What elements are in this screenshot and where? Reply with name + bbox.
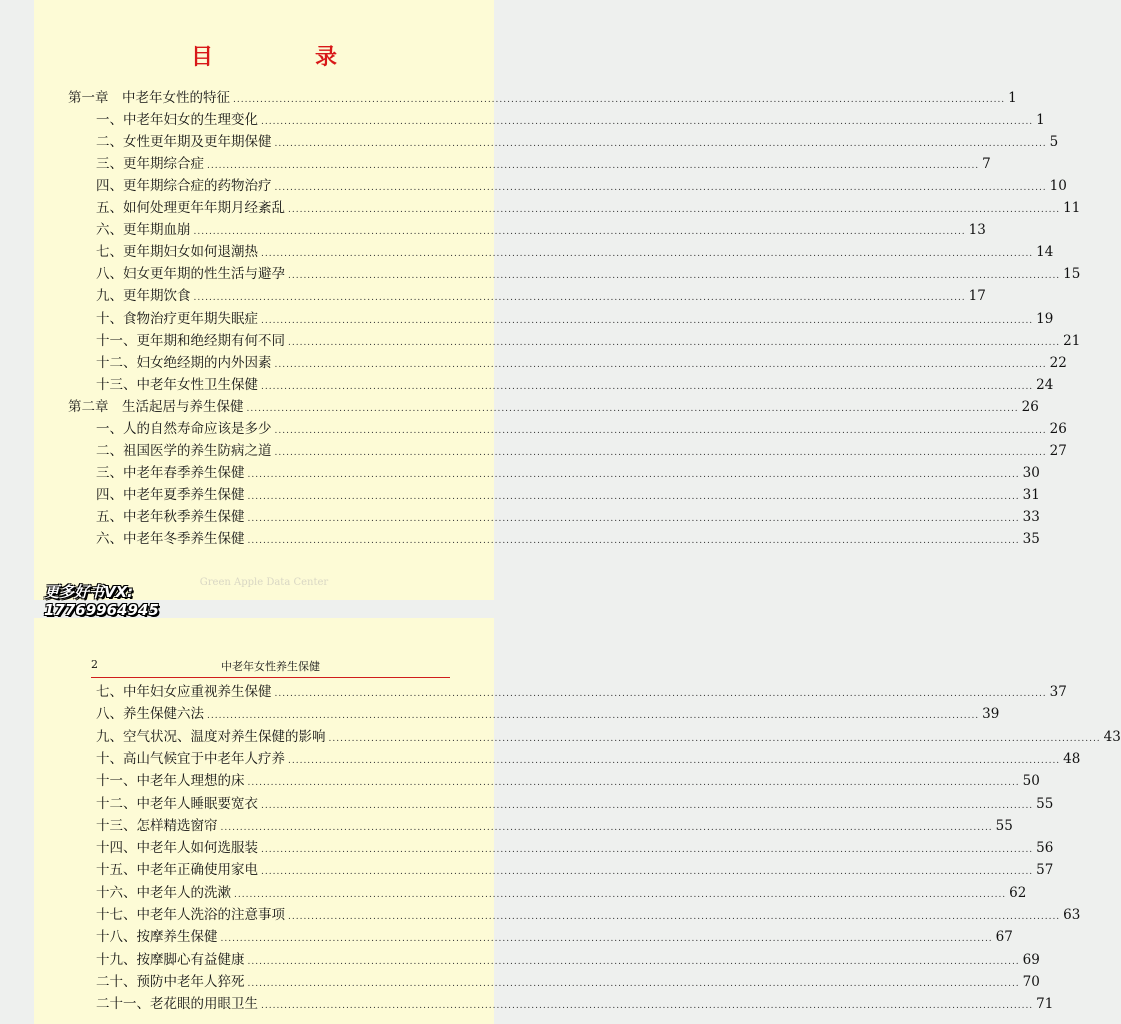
toc-entry-label: 十一、更年期和绝经期有何不同 [96,332,285,349]
toc-page-1 [34,0,1081,600]
toc-entry [96,462,1040,484]
toc-entry-label: 七、更年期妇女如何退潮热 [96,244,258,261]
toc-entry [96,971,1040,993]
dot-leader: ........................................................................................................................................................................................................ [261,1001,1034,1012]
toc-entry-label: 五、如何处理更年年期月经紊乱 [96,200,285,217]
toc-entry-label: 一、中老年妇女的生理变化 [96,112,258,129]
toc-entry [96,506,1040,528]
toc-entry [96,197,1081,219]
dot-leader: ........................................................................................................................................................................................................ [261,117,1034,128]
dot-leader: ........................................................................................................................................................................................................ [274,689,1047,699]
toc-entry [96,153,991,175]
toc-entry [68,396,1039,418]
page-number: 2 [91,658,98,671]
toc-entry [96,815,1013,837]
dot-leader: ........................................................................................................................................................................................................ [207,711,980,722]
toc-entry-label: 二、祖国医学的养生防病之道 [96,442,272,459]
toc-entry [96,926,1013,948]
toc-entry-page: 17 [968,288,986,305]
toc-entry [96,484,1040,506]
toc-entry-label: 十、高山气候宜于中老年人疗养 [96,750,285,767]
toc-entry-page: 57 [1036,862,1054,879]
toc-entry-page: 30 [1022,464,1040,481]
dot-leader: ........................................................................................................................................................................................................ [220,934,993,945]
toc-entry-label: 十二、妇女绝经期的内外因素 [96,354,272,371]
dot-leader: ........................................................................................................................................................................................................ [234,889,1007,900]
toc-entry-label: 十七、中老年人洗浴的注意事项 [96,907,285,923]
toc-entry-label: 六、中老年冬季养生保健 [96,531,245,547]
toc-entry [68,87,1017,109]
toc-entry-label: 八、妇女更年期的性生活与避孕 [96,266,285,283]
toc-entry-label: 三、中老年春季养生保健 [96,464,245,481]
toc-entry-page: 55 [995,817,1013,834]
toc-entry [96,793,1054,815]
dot-leader: ........................................................................................................................................................................................................ [261,800,1034,811]
toc-entry [96,352,1067,374]
toc-entry-label: 十三、中老年女性卫生保健 [96,376,258,393]
toc-entry [96,308,1054,330]
toc-entry-page: 26 [1021,398,1039,415]
toc-page-2 [34,618,1121,1024]
toc-entry-label: 四、中老年夏季养生保健 [96,486,245,503]
toc-entry-page: 69 [1022,951,1040,968]
toc-entry-page: 5 [1049,134,1059,151]
toc-entry-page: 10 [1049,178,1067,195]
promo-stamp-line2: 17769964945 [44,601,159,619]
toc-entry-page: 13 [968,222,986,239]
toc-entry-page: 11 [1063,200,1081,217]
dot-leader: ........................................................................................................................................................................................................ [288,912,1061,922]
promo-stamp [44,583,159,619]
dot-leader: ........................................................................................................................................................................................................ [247,978,1020,989]
toc-entry-page: 70 [1022,973,1040,990]
toc-entry [96,681,1067,703]
dot-leader: ........................................................................................................................................................................................................ [233,95,1006,105]
toc-entry-page: 55 [1036,795,1054,812]
toc-entry-label: 一、人的自然寿命应该是多少 [96,420,272,437]
toc-entry-page: 26 [1049,420,1067,437]
toc-entry-label: 十九、按摩脚心有益健康 [96,951,245,968]
dot-leader: ........................................................................................................................................................................................................ [274,183,1047,194]
dot-leader: ........................................................................................................................................................................................................ [261,867,1034,878]
dot-leader: ........................................................................................................................................................................................................ [274,447,1047,458]
toc-entry-label: 二十一、老花眼的用眼卫生 [96,996,258,1013]
toc-entry [96,219,986,241]
toc-entry-label: 二、女性更年期及更年期保健 [96,134,272,151]
toc-entry-page: 15 [1063,266,1081,283]
toc-entry [96,859,1054,881]
dot-leader: ........................................................................................................................................................................................................ [247,778,1020,789]
dot-leader: ........................................................................................................................................................................................................ [247,536,1020,546]
header-title: 中老年女性养生保健 [221,660,320,673]
toc-entry-label: 第一章 中老年女性的特征 [68,90,230,106]
toc-entry-page: 50 [1022,773,1040,790]
toc-entry [96,440,1067,462]
toc-entry-page: 71 [1036,996,1054,1013]
toc-entry-label: 六、更年期血崩 [96,222,191,239]
dot-leader: ........................................................................................................................................................................................................ [247,469,1020,480]
toc-entry-page: 56 [1036,840,1054,857]
toc-entry-label: 十一、中老年人理想的床 [96,773,245,790]
toc-entry-label: 十、食物治疗更年期失眠症 [96,310,258,327]
toc-entry-page: 35 [1022,531,1040,547]
toc-entry-page: 67 [995,929,1013,946]
dot-leader: ........................................................................................................................................................................................................ [247,491,1020,502]
watermark: Green Apple Data Center [199,577,329,588]
toc-entry-label: 第二章 生活起居与养生保健 [68,398,244,415]
promo-stamp-line1: 更多好书VX: [44,583,134,601]
toc-title: 目 录 [190,44,377,70]
toc-entry-label: 二十、预防中老年人猝死 [96,973,245,990]
toc-entry-page: 43 [1103,728,1121,745]
toc-entry-label: 七、中年妇女应重视养生保健 [96,684,272,700]
running-header [91,657,450,678]
toc-entry-page: 7 [982,156,991,173]
dot-leader: ........................................................................................................................................................................................................ [246,403,1019,414]
toc-entry [96,285,986,307]
toc-entry [96,131,1059,153]
toc-entry-page: 48 [1063,750,1081,767]
dot-leader: ........................................................................................................................................................................................................ [328,733,1101,744]
dot-leader: ........................................................................................................................................................................................................ [274,359,1047,370]
toc-entry-page: 21 [1063,332,1081,349]
dot-leader: ........................................................................................................................................................................................................ [261,845,1034,856]
dot-leader: ........................................................................................................................................................................................................ [193,293,966,304]
toc-entry-page: 27 [1049,442,1067,459]
toc-entry-label: 十六、中老年人的洗漱 [96,884,231,901]
toc-entry [96,904,1081,926]
toc-entry-label: 十八、按摩养生保健 [96,929,218,946]
toc-entry [96,949,1040,971]
dot-leader: ........................................................................................................................................................................................................ [274,425,1047,436]
toc-entry-page: 24 [1036,376,1054,393]
dot-leader: ........................................................................................................................................................................................................ [288,337,1061,348]
toc-entry [96,109,1045,131]
toc-entry-page: 22 [1049,354,1067,371]
toc-entry-page: 1 [1008,90,1017,106]
toc-entry-page: 63 [1063,907,1081,923]
dot-leader: ........................................................................................................................................................................................................ [261,381,1034,392]
toc-entry [96,374,1054,396]
toc-entry-label: 九、空气状况、温度对养生保健的影响 [96,728,326,745]
toc-entry [96,748,1081,770]
dot-leader: ........................................................................................................................................................................................................ [274,139,1047,150]
toc-entry-label: 五、中老年秋季养生保健 [96,508,245,525]
toc-entry [96,418,1067,440]
toc-entry-page: 62 [1009,884,1027,901]
dot-leader: ........................................................................................................................................................................................................ [247,956,1020,967]
dot-leader: ........................................................................................................................................................................................................ [193,227,966,238]
toc-entry [96,528,1040,550]
toc-entry [96,263,1081,285]
toc-entry [96,330,1081,352]
toc-entry-label: 九、更年期饮食 [96,288,191,305]
toc-entry-label: 八、养生保健六法 [96,706,204,723]
dot-leader: ........................................................................................................................................................................................................ [261,315,1034,326]
toc-entry-page: 39 [982,706,1000,723]
toc-entry-label: 十四、中老年人如何选服装 [96,840,258,857]
toc-entry-page: 37 [1049,684,1067,700]
dot-leader: ........................................................................................................................................................................................................ [220,822,993,833]
toc-entry-label: 三、更年期综合症 [96,156,204,173]
toc-entry-page: 33 [1022,508,1040,525]
toc-entry-page: 31 [1022,486,1040,503]
toc-entry [96,882,1027,904]
toc-entry-page: 14 [1036,244,1054,261]
toc-entry-label: 十三、怎样精选窗帘 [96,817,218,834]
dot-leader: ........................................................................................................................................................................................................ [288,205,1061,216]
toc-entry-label: 十二、中老年人睡眠要宽衣 [96,795,258,812]
toc-entry-page: 19 [1036,310,1054,327]
dot-leader: ........................................................................................................................................................................................................ [288,755,1061,766]
toc-entry [96,770,1040,792]
toc-entry [96,703,1000,725]
toc-entry [96,241,1054,263]
toc-entry-label: 十五、中老年正确使用家电 [96,862,258,879]
dot-leader: ........................................................................................................................................................................................................ [207,161,980,172]
dot-leader: ........................................................................................................................................................................................................ [247,513,1020,524]
toc-entry [96,175,1067,197]
toc-entry [96,837,1054,859]
toc-entry-page: 1 [1036,112,1045,129]
dot-leader: ........................................................................................................................................................................................................ [261,249,1034,260]
dot-leader: ........................................................................................................................................................................................................ [288,271,1061,282]
toc-entry [96,993,1054,1015]
toc-entry-label: 四、更年期综合症的药物治疗 [96,178,272,195]
toc-entry [96,726,1121,748]
